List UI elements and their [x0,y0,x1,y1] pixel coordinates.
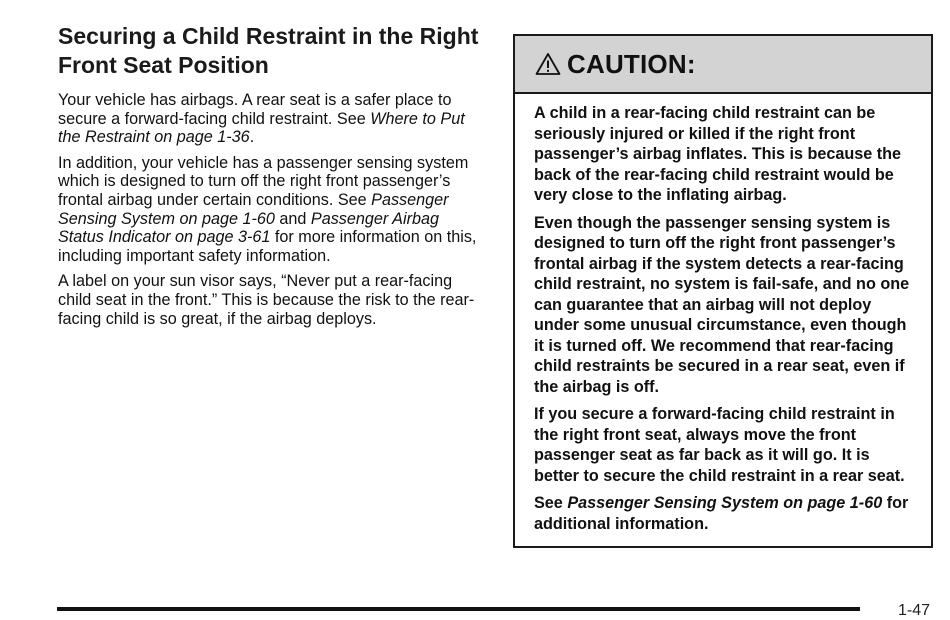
link-where-to-put-restraint[interactable]: Where to Put the Restraint on page 1-36 [58,109,465,147]
paragraph-sensing-and: and [279,209,307,228]
caution-box [513,34,933,548]
main-column [58,22,483,335]
paragraph-airbags-end: . [249,128,255,147]
link-passenger-sensing-system[interactable]: Passenger Sensing System on page 1-60 [58,190,449,228]
caution-paragraph-3: If you secure a forward-facing child restraint in the right front seat, always move the front passenger seat as far back as it will go. It is better to secure the child restraint in a rear seat. [534,405,905,485]
caution-title: CAUTION: [567,48,696,79]
paragraph-airbags [58,91,483,147]
section-title: Securing a Child Restraint in the Right Front Seat Position [58,23,479,78]
caution-header [515,36,931,94]
caution-paragraph-4 [534,493,915,534]
warning-triangle-icon [535,52,561,76]
paragraph-sensing-system [58,154,483,266]
page-number: 1-47 [898,602,931,619]
caution-see: See [534,494,563,512]
caution-end: for additional information. [534,494,909,533]
paragraph-sensing-end: for more information on this, including important safety information. [58,228,477,265]
footer-rule [57,607,860,611]
link-airbag-status-indicator[interactable]: Passenger Airbag Status Indicator on page 3-61 [58,209,439,247]
link-caution-passenger-sensing[interactable]: Passenger Sensing System on page 1-60 [567,494,883,512]
caution-paragraph-1: A child in a rear-facing child restraint can be seriously injured or killed if the right front passenger’s airbag inflates. This is because the back of the rear-facing child restraint would be very close to the inflating airbag. [534,104,902,204]
paragraph-airbags-text: Your vehicle has airbags. A rear seat is a safer place to secure a forward-facing child restraint. See [58,91,452,128]
caution-paragraph-2: Even though the passenger sensing system is designed to turn off the right front passenger’s frontal airbag if the system detects a rear-facing child restraint, no system is fail-safe, and no one can guarantee that an airbag will not deploy under some unusual circumstance, even though it is turned off. We recommend that rear-facing child restraints be secured in a rear seat, even if the airbag is off. [534,213,910,396]
paragraph-sensing-text: In addition, your vehicle has a passenger sensing system which is designed to turn off the right front passenger’s frontal airbag under certain conditions. See [58,153,469,209]
paragraph-sun-visor: A label on your sun visor says, “Never put a rear-facing child seat in the front.” This is because the risk to the rear-facing child is so great, if the airbag deploys. [58,272,475,328]
caution-body [515,94,931,534]
